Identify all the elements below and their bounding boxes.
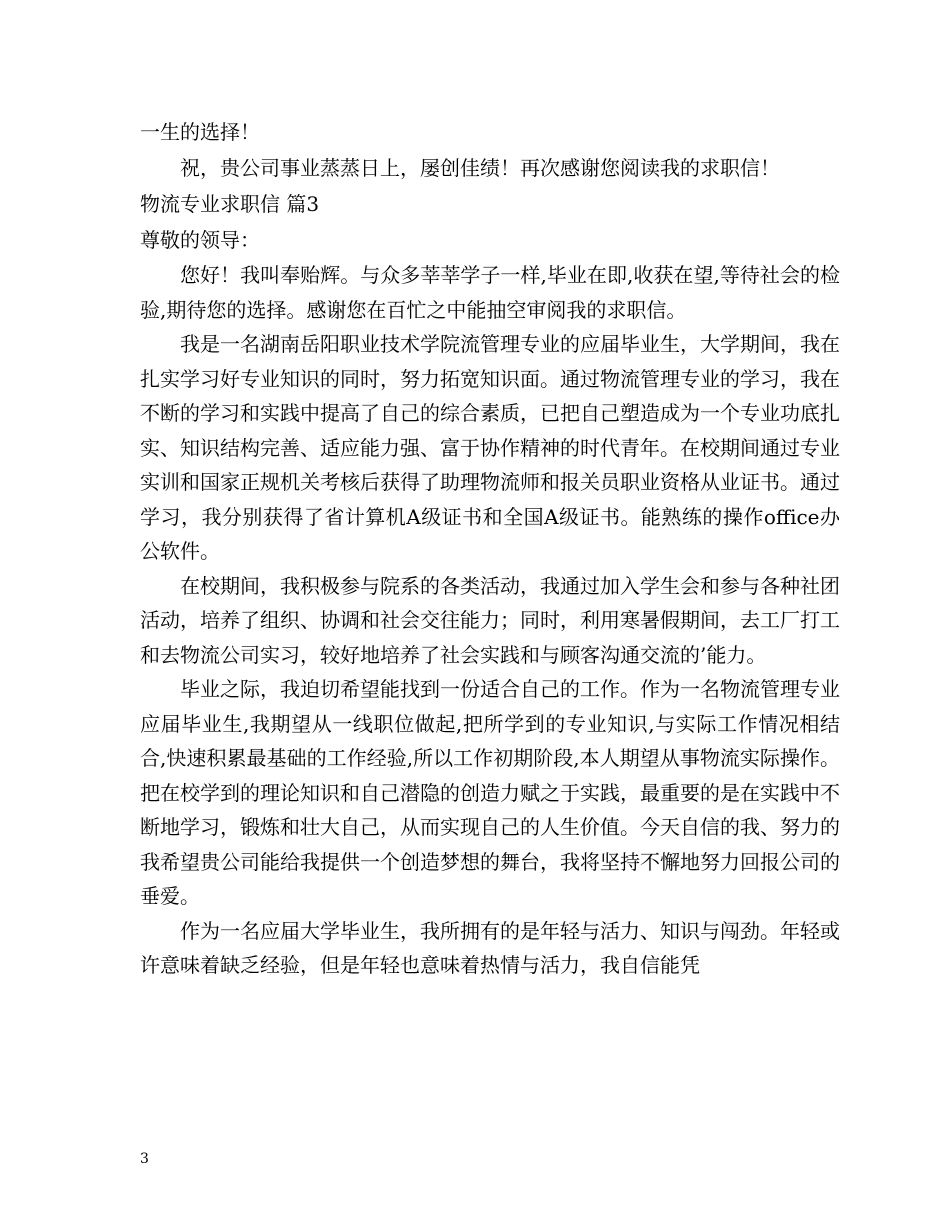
paragraph-introduction: 我是一名湖南岳阳职业技术学院流管理专业的应届毕业生，大学期间，我在扎实学习好专业知识的同时，努力拓宽知识面。通过物流管理专业的学习，我在不断的学习和实践中提高了自己的综合素质，已把自己塑造成为一个专业功底扎实、知识结构完善、适应能力强、富于协作精神的时代青年。在校期间通过专业实训和国家正规机关考核后获得了助理物流师和报关员职业资格从业证书。通过学习，我分别获得了省计算机A级证书和全国A级证书。能熟练的操作office办公软件。	[140, 332, 840, 563]
paragraph-campus-activities: 在校期间，我积极参与院系的各类活动，我通过加入学生会和参与各种社团活动，培养了组织、协调和社会交往能力；同时，利用寒暑假期间，去工厂打工和去物流公司实习，较好地培养了社会实践和与顾客沟通交流的’能力。	[140, 573, 840, 667]
paragraph-career-goal: 毕业之际，我迫切希望能找到一份适合自己的工作。作为一名物流管理专业应届毕业生,我期望从一线职位做起,把所学到的专业知识,与实际工作情况相结合,快速积累最基础的工作经验,所以工作初期阶段,本人期望从事物流实际操作。把在校学到的理论知识和自己潜隐的创造力赋之于实践，最重要的是在实践中不断地学习，锻炼和壮大自己，从而实现自己的人生价值。今天自信的我、努力的我希望贵公司能给我提供一个创造梦想的舞台，我将坚持不懈地努力回报公司的垂爱。	[140, 677, 840, 908]
paragraph-closing: 作为一名应届大学毕业生，我所拥有的是年轻与活力、知识与闯劲。年轻或许意味着缺乏经验，但是年轻也意味着热情与活力，我自信能凭	[140, 918, 840, 977]
section-heading: 物流专业求职信 篇3	[140, 192, 320, 216]
wishes-line: 祝，贵公司事业蒸蒸日上，屡创佳绩！再次感谢您阅读我的求职信！	[180, 156, 780, 180]
salutation: 尊敬的领导：	[140, 228, 260, 252]
page-number: 3	[140, 1151, 149, 1167]
document-body	[140, 114, 840, 983]
paragraph-greeting: 您好！我叫奉贻辉。与众多莘莘学子一样,毕业在即,收获在望,等待社会的检验,期待您的选择。感谢您在百忙之中能抽空审阅我的求职信。	[140, 263, 840, 322]
closing-line: 一生的选择！	[140, 120, 260, 144]
